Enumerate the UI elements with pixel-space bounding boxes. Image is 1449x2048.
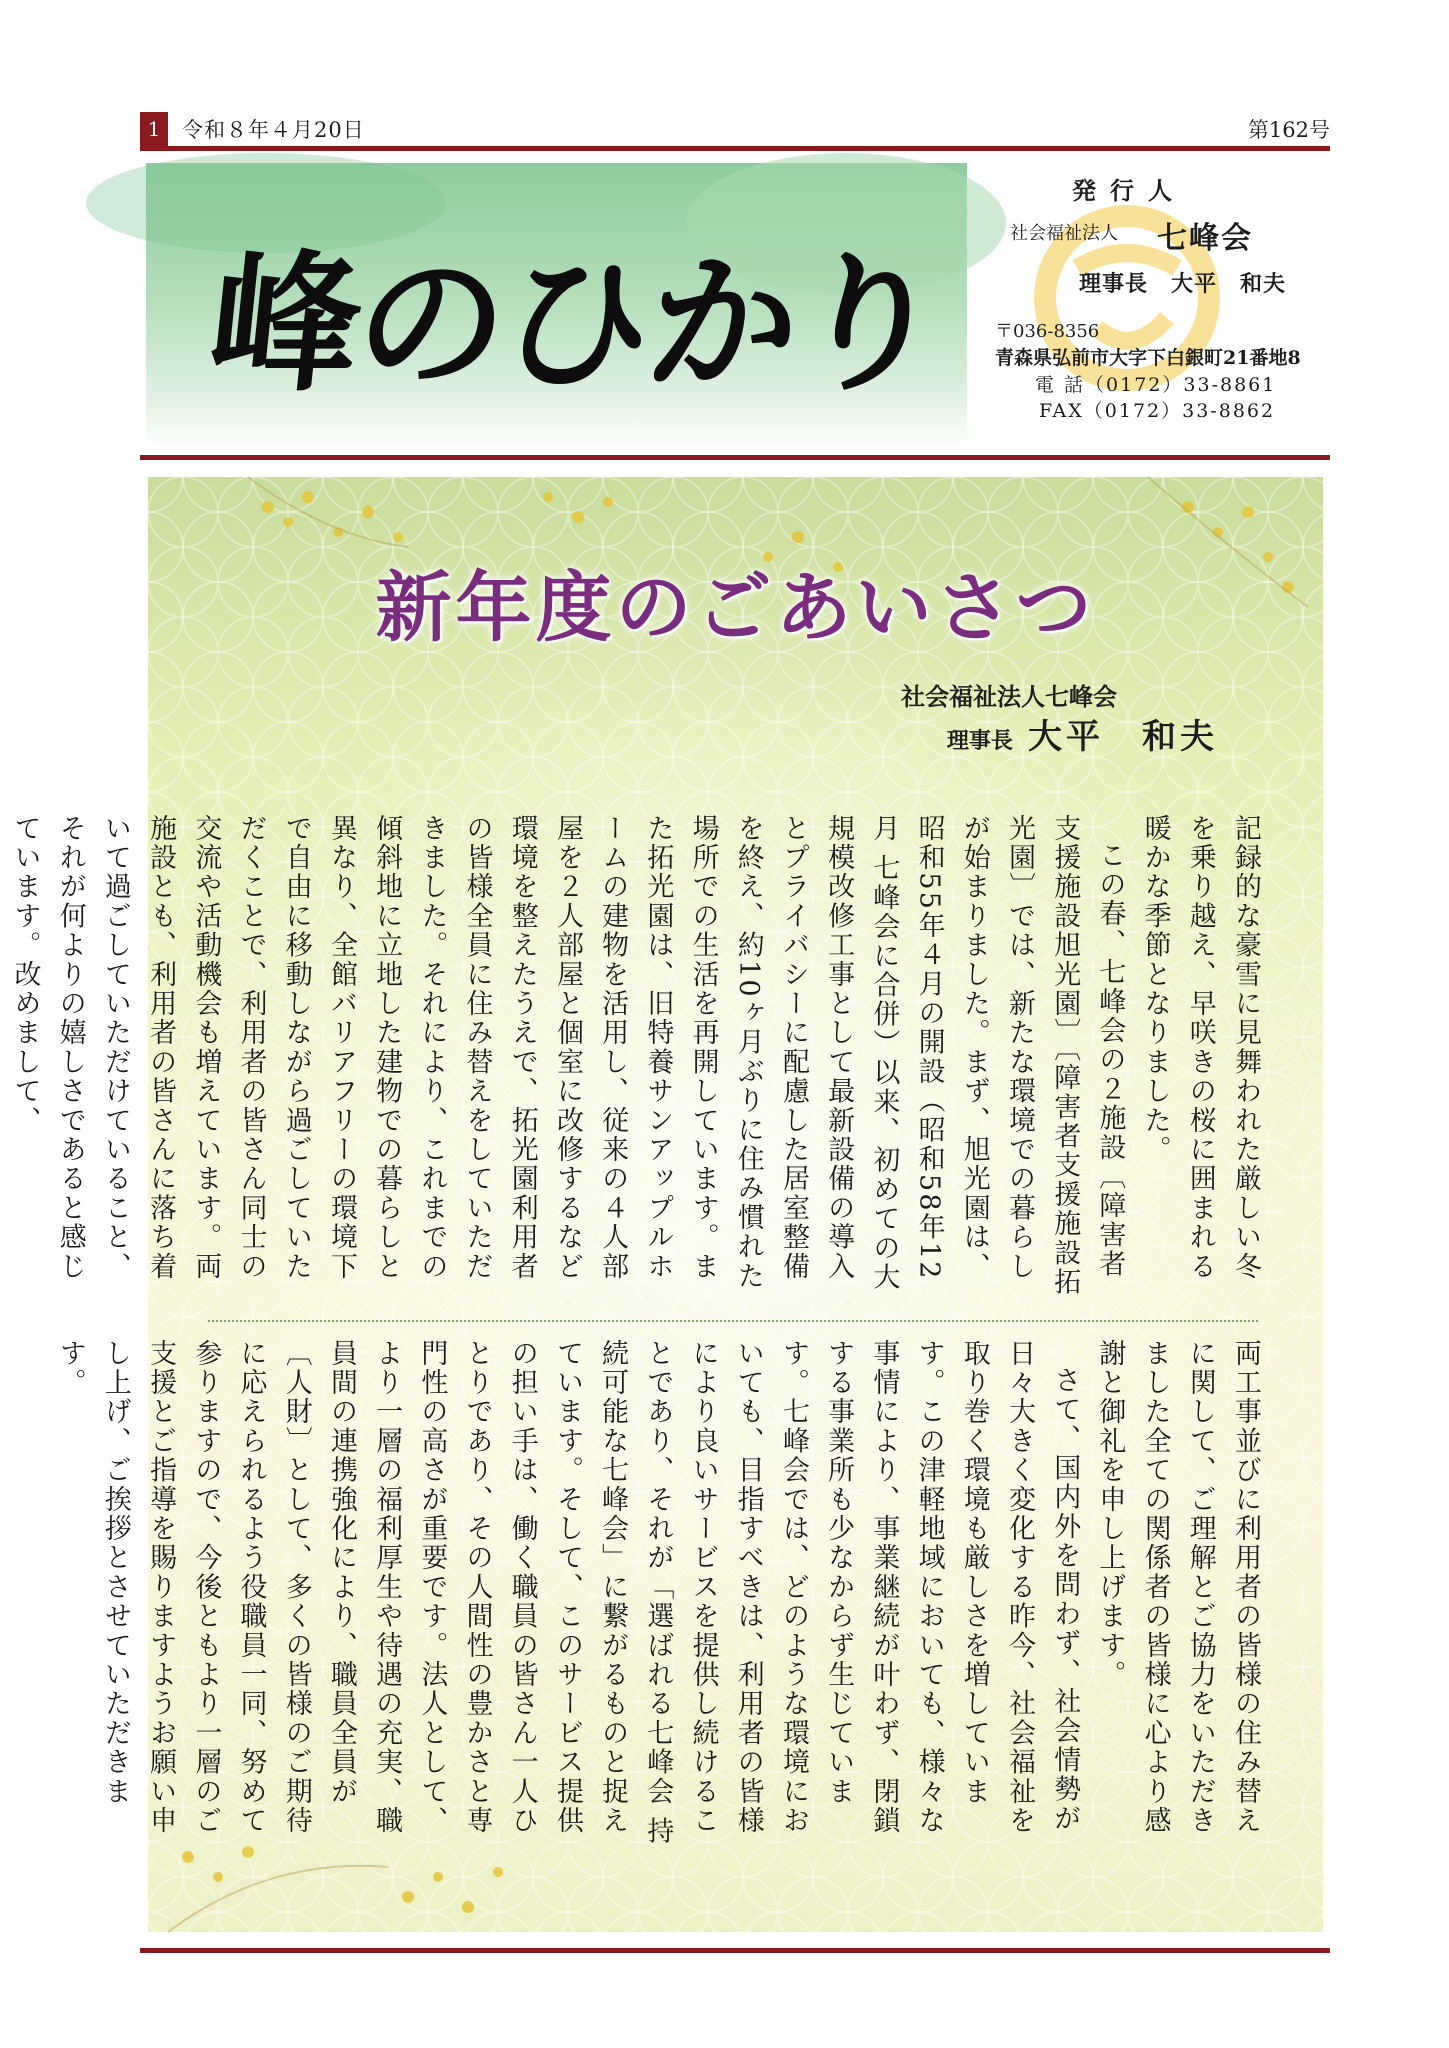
masthead <box>146 163 967 448</box>
article-paragraph: 両工事並びに利用者の皆様の住み替えに関して、ご理解とご協力をいただきました全ての関係者の皆様に心より感謝と御礼を申し上げます。 <box>1094 1339 1261 1836</box>
byline-organization: 社会福祉法人七峰会 <box>901 683 1117 711</box>
publisher-org-name: 七峰会 <box>1157 221 1253 256</box>
article-paragraph: さて、国内外を問わず、社会情勢が日々大きく変化する昨今、社会福祉を取り巻く環境も厳しさを増しています。この津軽地域においても、様々な事情により、事業継続が叶わず、閉鎖する事業所も少なからず生じています。七峰会では、どのような環境においても、目指すべきは、利用者の皆様により良いサービスを提供し続けることであり、それが「選ばれる七峰会 持続可能な七峰会」に繋がるものと捉えています。そして、このサービス提供の担い手は、働く職員の皆さん一人ひとりであり、その人間性の豊かさと専門性の高さが重要です。法人として、より一層の福利厚生や待遇の充実、職員間の連携強化により、職員全員が〔人財〕として、多くの皆様のご期待に応えられるよう役職員一同、努めて参りますので、今後ともより一層のご支援とご指導を賜りますようお願い申し上げ、ご挨拶とさせていただきます。 <box>54 1339 1081 1847</box>
article-paragraph: この春、七峰会の２施設〔障害者支援施設旭光園〕〔障害者支援施設拓光園〕では、新たな環境での暮らしが始まりました。まず、旭光園は、昭和55年４月の開設（昭和58年12月 七峰会に合併）以来、初めての大規模改修工事として最新設備の導入とプライバシーに配慮した居室整備を終え、約10ヶ月ぶりに住み慣れた場所での生活を再開しています。また拓光園は、旧特養サンアップルホームの建物を活用し、従来の４人部屋を２人部屋と個室に改修するなど環境を整えたうえで、拓光園利用者の皆様全員に住み替えをしていただきました。それにより、これまでの傾斜地に立地した建物での暮らしと異なり、全館バリアフリーの環境下で自由に移動しながら過ごしていただくことで、利用者の皆さん同士の交流や活動機会も増えています。両施設とも、利用者の皆さんに落ち着いて過ごしていただけていること、それが何よりの嬉しさであると感じています。改めまして、 <box>9 814 1126 1297</box>
article-body-lower <box>54 1339 1268 1859</box>
page-number: 1 <box>140 112 168 146</box>
byline-title: 理事長 <box>946 729 1013 754</box>
section-divider <box>208 1320 1258 1322</box>
publisher-info <box>975 163 1330 448</box>
publisher-org-prefix: 社会福祉法人 <box>1010 223 1118 244</box>
publisher-label: 発行人 <box>1072 176 1186 205</box>
issue-date: 令和８年４月20日 <box>182 118 365 142</box>
issue-header-bar <box>140 112 1330 146</box>
publisher-chair: 理事長 大平 和夫 <box>1079 271 1287 297</box>
article-headline: 新年度のごあいさつ <box>375 563 1096 652</box>
newsletter-title: 峰のひかり <box>201 236 950 412</box>
byline-author <box>947 709 1218 758</box>
article-body-upper <box>9 814 1268 1304</box>
header-rule <box>140 146 1330 151</box>
phone-number: 電 話（0172）33-8861 <box>1035 374 1277 396</box>
footer-rule <box>140 1948 1330 1953</box>
issue-number: 第162号 <box>1247 118 1330 142</box>
article-paragraph: 記録的な豪雪に見舞われた厳しい冬を乗り越え、早咲きの桜に囲まれる暖かな季節となりました。 <box>1139 814 1261 1282</box>
fax-number: FAX（0172）33-8862 <box>1039 400 1276 422</box>
article-panel <box>9 477 1323 1932</box>
address: 青森県弘前市大字下白銀町21番地8 <box>995 347 1301 369</box>
byline-name: 大平 和夫 <box>1028 717 1218 757</box>
postal-code: 〒036-8356 <box>995 321 1100 342</box>
masthead-rule <box>140 455 1330 460</box>
